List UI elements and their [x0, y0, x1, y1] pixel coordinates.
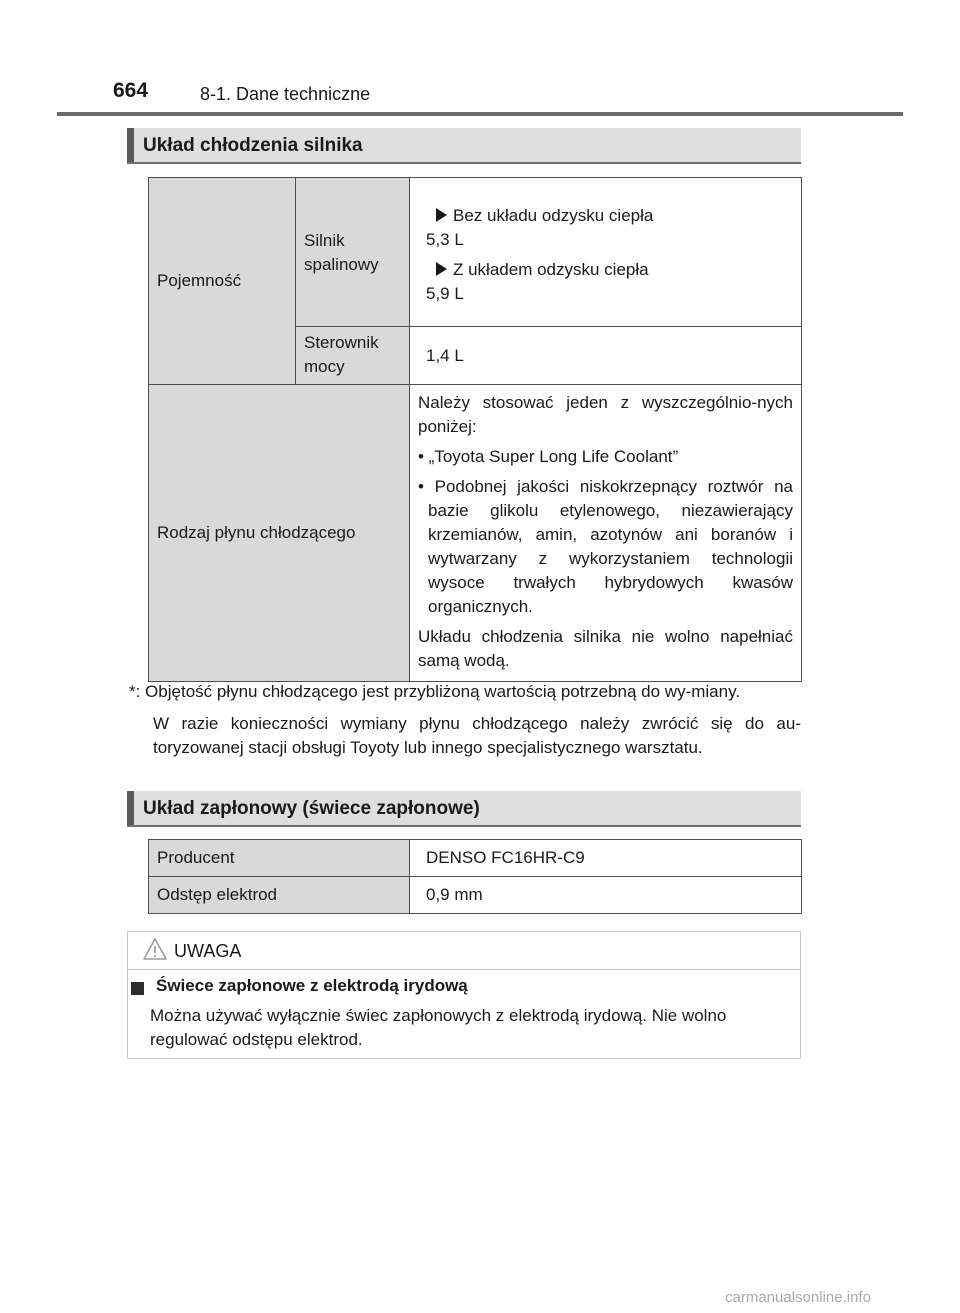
- spark-label-cell: [149, 877, 410, 914]
- cooling-table: [148, 177, 802, 682]
- square-bullet-icon: [131, 982, 144, 995]
- producer-value: DENSO FC16HR-C9: [426, 848, 585, 867]
- chapter-title: 8-1. Dane techniczne: [200, 84, 371, 104]
- engine-value-name: Z układem odzysku ciepła: [453, 260, 649, 279]
- section-title-ignition: Układ zapłonowy (świece zapłonowe): [143, 798, 480, 819]
- triangle-bullet-icon: [436, 262, 447, 276]
- section-header-ignition: [127, 791, 801, 827]
- spark-plug-table: [148, 839, 802, 914]
- coolant-type-label-cell: [149, 385, 410, 682]
- section-accent-bar: [127, 791, 134, 825]
- caution-title: UWAGA: [174, 941, 242, 961]
- engine-label-cell: [296, 178, 410, 327]
- caution-box: [127, 931, 801, 1059]
- caution-body: Można używać wyłącznie świec zapłonowych z elektrodą irydową. Nie wolno regulować odstępu elektrod.: [150, 1006, 727, 1049]
- watermark: carmanualsonline.info: [725, 1289, 871, 1306]
- engine-values-cell: [410, 178, 802, 327]
- spark-value-cell: [410, 840, 802, 877]
- table-row: [149, 840, 802, 877]
- spark-value-cell: [410, 877, 802, 914]
- caution-header: [128, 932, 800, 970]
- capacity-label-cell: [149, 178, 296, 385]
- inverter-value: 1,4 L: [426, 345, 464, 365]
- engine-value-amount: 5,9 L: [426, 284, 464, 303]
- table-row: [149, 877, 802, 914]
- coolant-intro: Należy stosować jeden z wyszczególnio-nych poniżej:: [418, 393, 793, 436]
- coolant-warning: Układu chłodzenia silnika nie wolno napełniać samą wodą.: [418, 627, 793, 670]
- engine-value-item: [426, 204, 793, 228]
- inverter-label: Sterownik mocy: [304, 333, 379, 376]
- section-title-cooling: Układ chłodzenia silnika: [143, 135, 363, 156]
- engine-value-amount: 5,3 L: [426, 230, 464, 249]
- footnote-line: W razie konieczności wymiany płynu chłodzącego należy zwrócić się do au-toryzowanej stacji obsługi Toyoty lub innego specjalistycznego warsztatu.: [153, 714, 801, 757]
- inverter-label-cell: [296, 327, 410, 385]
- spark-label-cell: [149, 840, 410, 877]
- warning-triangle-icon: [142, 937, 168, 961]
- header-divider: [57, 112, 903, 116]
- coolant-option: • Podobnej jakości niskokrzepnący roztwór na bazie glikolu etylenowego, niezawierający krzemianów, amin, azotynów ani boranów i wytwarzany z wykorzystaniem technologii wysoce trwałych hybrydowych kwasów organicznych.: [418, 477, 793, 616]
- engine-label: Silnik spalinowy: [304, 231, 379, 274]
- section-header-cooling: [127, 128, 801, 164]
- electrode-gap-value: 0,9 mm: [426, 885, 483, 904]
- capacity-label: Pojemność: [157, 271, 242, 290]
- electrode-gap-label: Odstęp elektrod: [157, 885, 278, 904]
- triangle-bullet-icon: [436, 208, 447, 222]
- coolant-type-cell: [410, 385, 802, 682]
- caution-subtitle: Świece zapłonowe z elektrodą irydową: [156, 976, 468, 995]
- engine-value-name: Bez układu odzysku ciepła: [453, 206, 654, 225]
- coolant-option: • „Toyota Super Long Life Coolant”: [418, 447, 679, 466]
- section-accent-bar: [127, 128, 134, 162]
- engine-value-item: [426, 258, 793, 282]
- footnote: [129, 680, 801, 760]
- footnote-line: *: Objętość płynu chłodzącego jest przybliżoną wartością potrzebną do wy-miany.: [129, 682, 741, 701]
- page-number: 664: [113, 79, 149, 102]
- coolant-type-label: Rodzaj płynu chłodzącego: [157, 523, 356, 542]
- inverter-value-cell: [410, 327, 802, 385]
- producer-label: Producent: [157, 848, 235, 867]
